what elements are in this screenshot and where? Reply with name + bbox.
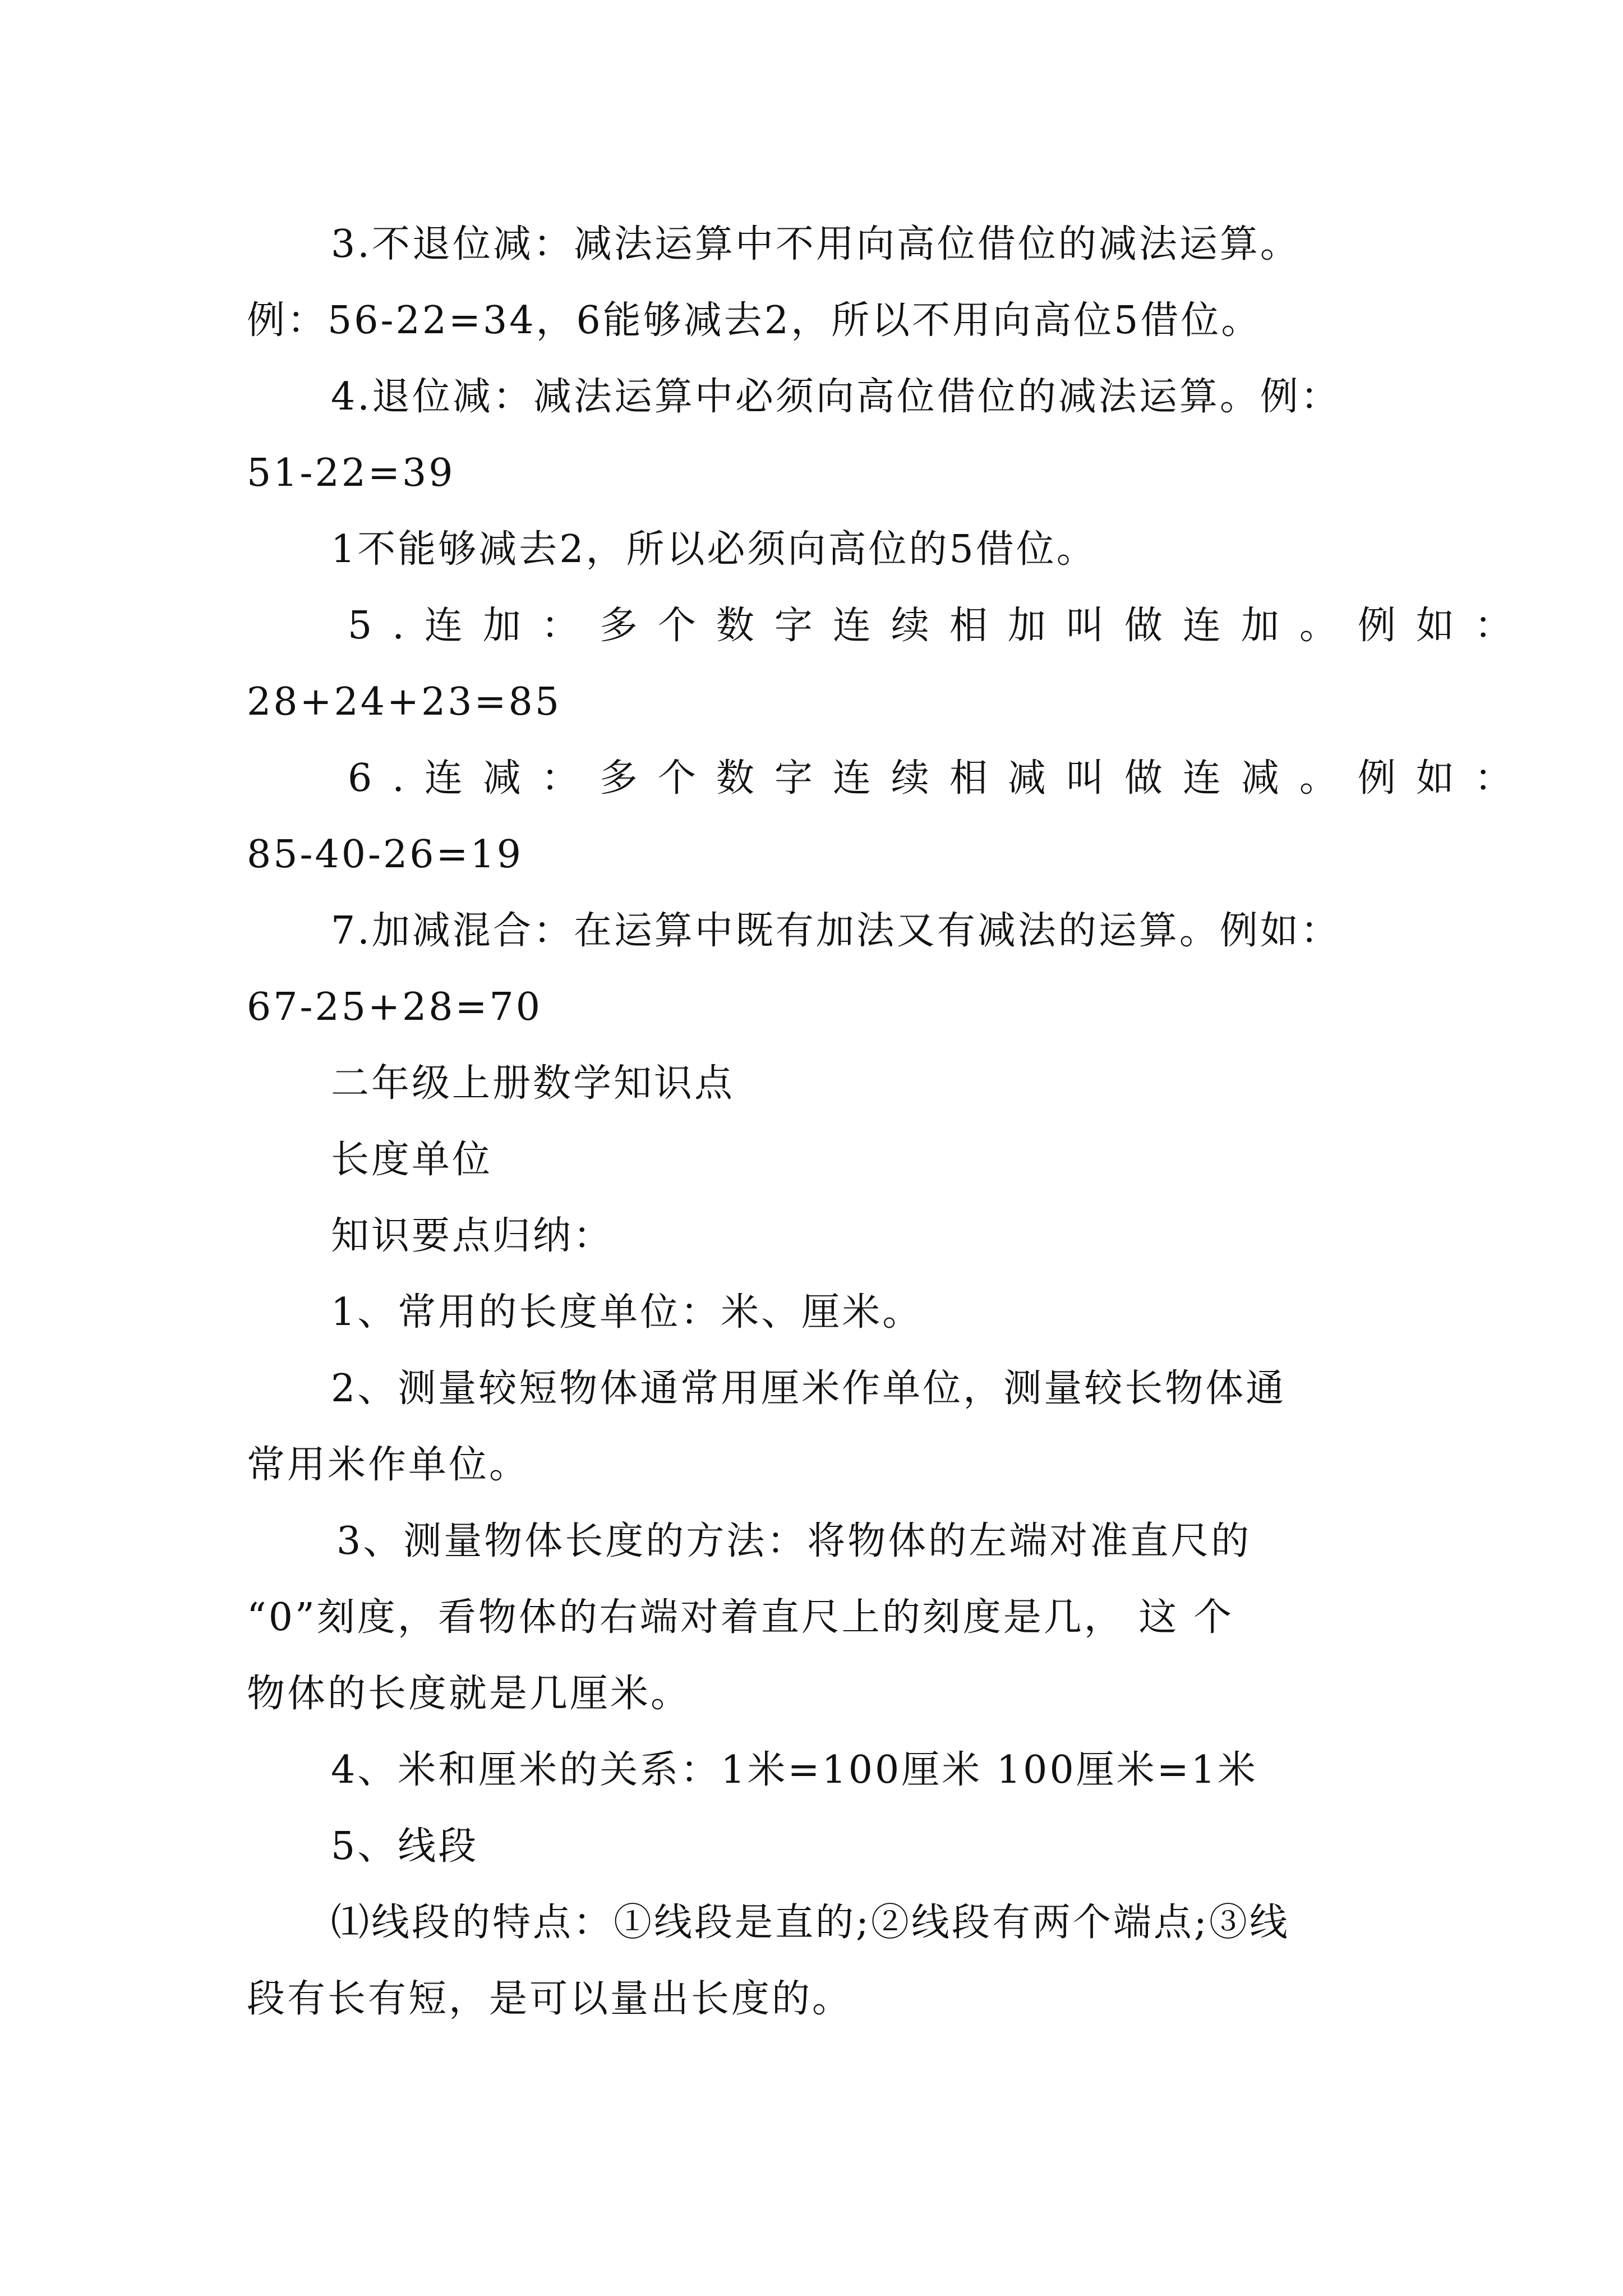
paragraph-line: 2、测量较短物体通常用厘米作单位，测量较长物体通 bbox=[331, 1366, 1287, 1411]
paragraph-line: 段有长有短，是可以量出长度的。 bbox=[247, 1977, 853, 2021]
paragraph-line: 67-25+28=70 bbox=[247, 985, 543, 1029]
paragraph-line: “0”刻度，看物体的右端对着直尺上的刻度是几， 这 个 bbox=[247, 1595, 1234, 1640]
paragraph-line: 7.加减混合：在运算中既有加法又有减法的运算。例如： bbox=[331, 909, 1341, 953]
paragraph-line: 4.退位减：减法运算中必须向高位借位的减法运算。例： bbox=[331, 375, 1341, 419]
paragraph-line: 51-22=39 bbox=[247, 451, 455, 495]
paragraph-line: 物体的长度就是几厘米。 bbox=[247, 1672, 691, 1716]
paragraph-line: 6.连减：多个数字连续相减叫做连减。例如： bbox=[348, 756, 1533, 800]
paragraph-line: 3、测量物体长度的方法：将物体的左端对准直尺的 bbox=[336, 1519, 1252, 1563]
section-heading: 长度单位 bbox=[331, 1138, 493, 1182]
paragraph-line: 5.连加：多个数字连续相加叫做连加。例如： bbox=[348, 604, 1533, 648]
paragraph-line: 85-40-26=19 bbox=[247, 832, 524, 877]
section-heading: 二年级上册数学知识点 bbox=[331, 1061, 735, 1106]
section-heading: 知识要点归纳： bbox=[331, 1214, 614, 1258]
paragraph-line: 28+24+23=85 bbox=[247, 680, 562, 724]
paragraph-line: 3.不退位减：减法运算中不用向高位借位的减法运算。 bbox=[331, 222, 1301, 266]
paragraph-line: 1不能够减去2，所以必须向高位的5借位。 bbox=[331, 527, 1097, 572]
paragraph-line: 常用米作单位。 bbox=[247, 1443, 530, 1487]
paragraph-line: 5、线段 bbox=[331, 1824, 479, 1869]
paragraph-line: 1、常用的长度单位：米、厘米。 bbox=[331, 1290, 923, 1335]
paragraph-line: ⑴线段的特点：①线段是直的;②线段有两个端点;③线 bbox=[331, 1901, 1290, 1945]
paragraph-line: 例：56-22=34，6能够减去2，所以不用向高位5借位。 bbox=[247, 298, 1262, 343]
paragraph-line: 4、米和厘米的关系：1米=100厘米 100厘米=1米 bbox=[331, 1748, 1258, 1792]
